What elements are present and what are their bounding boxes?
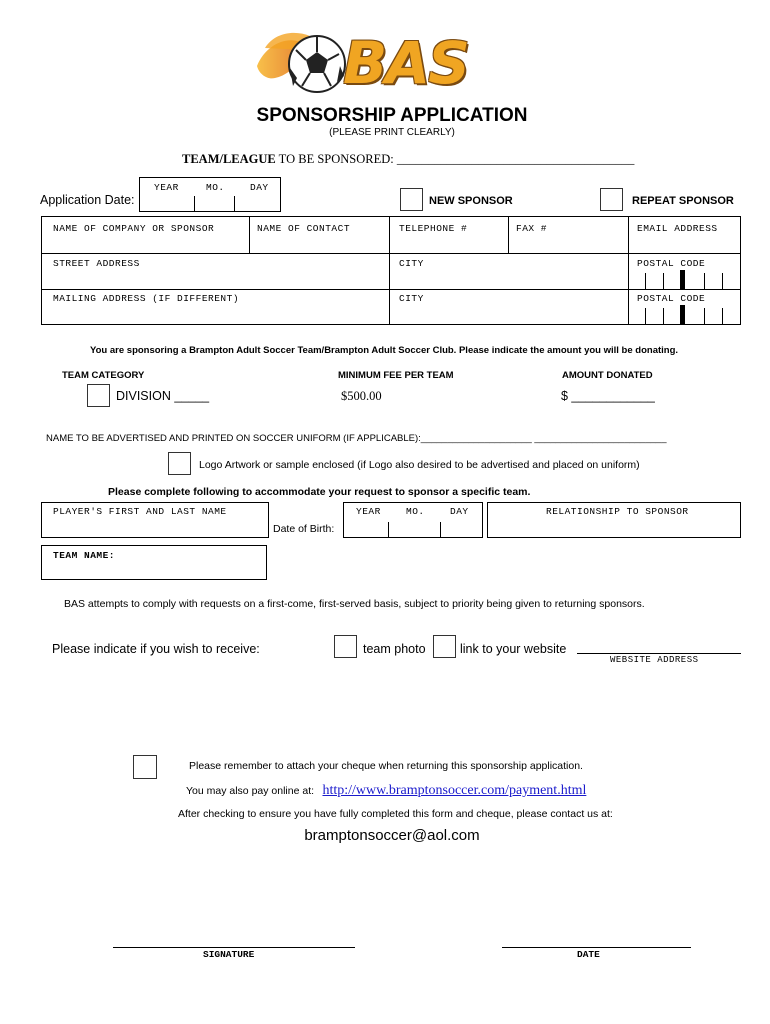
grid-row-divider: [42, 253, 740, 254]
dob-divider: [388, 522, 389, 538]
postal-code-field-2[interactable]: POSTAL CODE: [637, 293, 706, 304]
team-league-line: [182, 152, 634, 167]
division-field[interactable]: DIVISION _____: [116, 389, 210, 403]
app-date-year: YEAR: [154, 182, 179, 193]
city-field-2[interactable]: CITY: [399, 293, 424, 304]
team-photo-label: team photo: [363, 642, 426, 656]
cheque-checkbox[interactable]: [133, 755, 157, 779]
contact-grid: [41, 216, 741, 325]
contact-email[interactable]: bramptonsoccer@aol.com: [304, 827, 480, 844]
specific-team-heading: Please complete following to accommodate your request to sponsor a specific team.: [108, 486, 531, 498]
dob-label: Date of Birth:: [273, 523, 335, 535]
website-link-checkbox[interactable]: [433, 635, 456, 658]
minimum-fee-value: $500.00: [341, 389, 382, 403]
app-date-mo: MO.: [206, 182, 225, 193]
website-address-label: WEBSITE ADDRESS: [610, 655, 699, 665]
email-field[interactable]: EMAIL ADDRESS: [637, 223, 718, 234]
postal-tick: [722, 273, 723, 289]
website-link-label: link to your website: [460, 642, 567, 656]
signature-line[interactable]: [113, 947, 355, 948]
application-date-label: Application Date:: [40, 193, 135, 207]
team-league-label: TEAM/LEAGUE: [182, 152, 276, 166]
city-field[interactable]: CITY: [399, 258, 424, 269]
postal-tick: [722, 308, 723, 324]
dob-year: YEAR: [356, 506, 381, 517]
division-checkbox[interactable]: [87, 384, 110, 407]
new-sponsor-checkbox[interactable]: [400, 188, 423, 211]
relationship-field[interactable]: [487, 502, 741, 538]
contact-note: After checking to ensure you have fully completed this form and cheque, please contact us at:: [178, 808, 613, 820]
pay-online-prefix: You may also pay online at:: [186, 785, 315, 797]
grid-col-divider: [508, 217, 509, 253]
bas-logo: [255, 28, 520, 100]
payment-link[interactable]: http://www.bramptonsoccer.com/payment.html: [322, 783, 587, 798]
player-name-label: PLAYER'S FIRST AND LAST NAME: [53, 506, 227, 517]
date-divider: [234, 196, 235, 212]
postal-separator: [680, 305, 685, 325]
amount-donated-header: AMOUNT DONATED: [562, 370, 653, 381]
postal-tick: [645, 273, 646, 289]
team-name-label: TEAM NAME:: [53, 550, 116, 561]
player-name-field[interactable]: [41, 502, 269, 538]
company-name-field[interactable]: NAME OF COMPANY OR SPONSOR: [53, 223, 215, 234]
dob-day: DAY: [450, 506, 469, 517]
website-address-line[interactable]: [577, 653, 741, 654]
date-line[interactable]: [502, 947, 691, 948]
team-photo-checkbox[interactable]: [334, 635, 357, 658]
page-title: SPONSORSHIP APPLICATION: [256, 105, 528, 126]
team-category-header: TEAM CATEGORY: [62, 370, 145, 381]
uniform-name-field[interactable]: NAME TO BE ADVERTISED AND PRINTED ON SOCCER UNIFORM (IF APPLICABLE):_____________________ _________________________: [46, 433, 667, 444]
grid-row-divider: [42, 289, 740, 290]
repeat-sponsor-label: REPEAT SPONSOR: [632, 195, 734, 207]
donation-intro: You are sponsoring a Brampton Adult Soccer Team/Brampton Adult Soccer Club. Please indicate the amount you will be donating.: [90, 345, 679, 356]
dob-field[interactable]: [343, 502, 483, 538]
dob-divider: [440, 522, 441, 538]
app-date-day: DAY: [250, 182, 269, 193]
team-name-field[interactable]: [41, 545, 267, 580]
postal-tick: [704, 273, 705, 289]
cheque-reminder: Please remember to attach your cheque when returning this sponsorship application.: [189, 760, 583, 772]
logo-text: BAS: [343, 29, 468, 97]
minimum-fee-header: MINIMUM FEE PER TEAM: [338, 370, 454, 381]
contact-name-field[interactable]: NAME OF CONTACT: [257, 223, 351, 234]
grid-col-divider: [249, 217, 250, 253]
team-league-field: TO BE SPONSORED: ______________________________________: [275, 152, 635, 166]
fax-field[interactable]: FAX #: [516, 223, 548, 234]
postal-tick: [663, 273, 664, 289]
application-date-box[interactable]: [139, 177, 281, 212]
postal-tick: [645, 308, 646, 324]
new-sponsor-label: NEW SPONSOR: [429, 195, 513, 207]
policy-note: BAS attempts to comply with requests on a first-come, first-served basis, subject to priority being given to returning sponsors.: [64, 598, 645, 610]
mailing-address-field[interactable]: MAILING ADDRESS (IF DIFFERENT): [53, 293, 240, 304]
page-subtitle: (PLEASE PRINT CLEARLY): [329, 127, 455, 138]
postal-separator: [680, 270, 685, 290]
postal-tick: [663, 308, 664, 324]
postal-tick: [704, 308, 705, 324]
date-label: DATE: [577, 949, 600, 960]
receive-label: Please indicate if you wish to receive:: [52, 642, 260, 656]
amount-donated-field[interactable]: $ ____________: [561, 389, 655, 403]
street-address-field[interactable]: STREET ADDRESS: [53, 258, 140, 269]
telephone-field[interactable]: TELEPHONE #: [399, 223, 468, 234]
repeat-sponsor-checkbox[interactable]: [600, 188, 623, 211]
dob-mo: MO.: [406, 506, 425, 517]
logo-artwork-checkbox[interactable]: [168, 452, 191, 475]
grid-col-divider: [389, 217, 390, 325]
pay-online-line: [186, 781, 586, 799]
relationship-label: RELATIONSHIP TO SPONSOR: [546, 506, 689, 517]
grid-col-divider: [628, 217, 629, 325]
postal-code-field[interactable]: POSTAL CODE: [637, 258, 706, 269]
signature-label: SIGNATURE: [203, 949, 255, 960]
logo-artwork-label: Logo Artwork or sample enclosed (if Logo also desired to be advertised and placed on uniform): [199, 459, 640, 471]
date-divider: [194, 196, 195, 212]
